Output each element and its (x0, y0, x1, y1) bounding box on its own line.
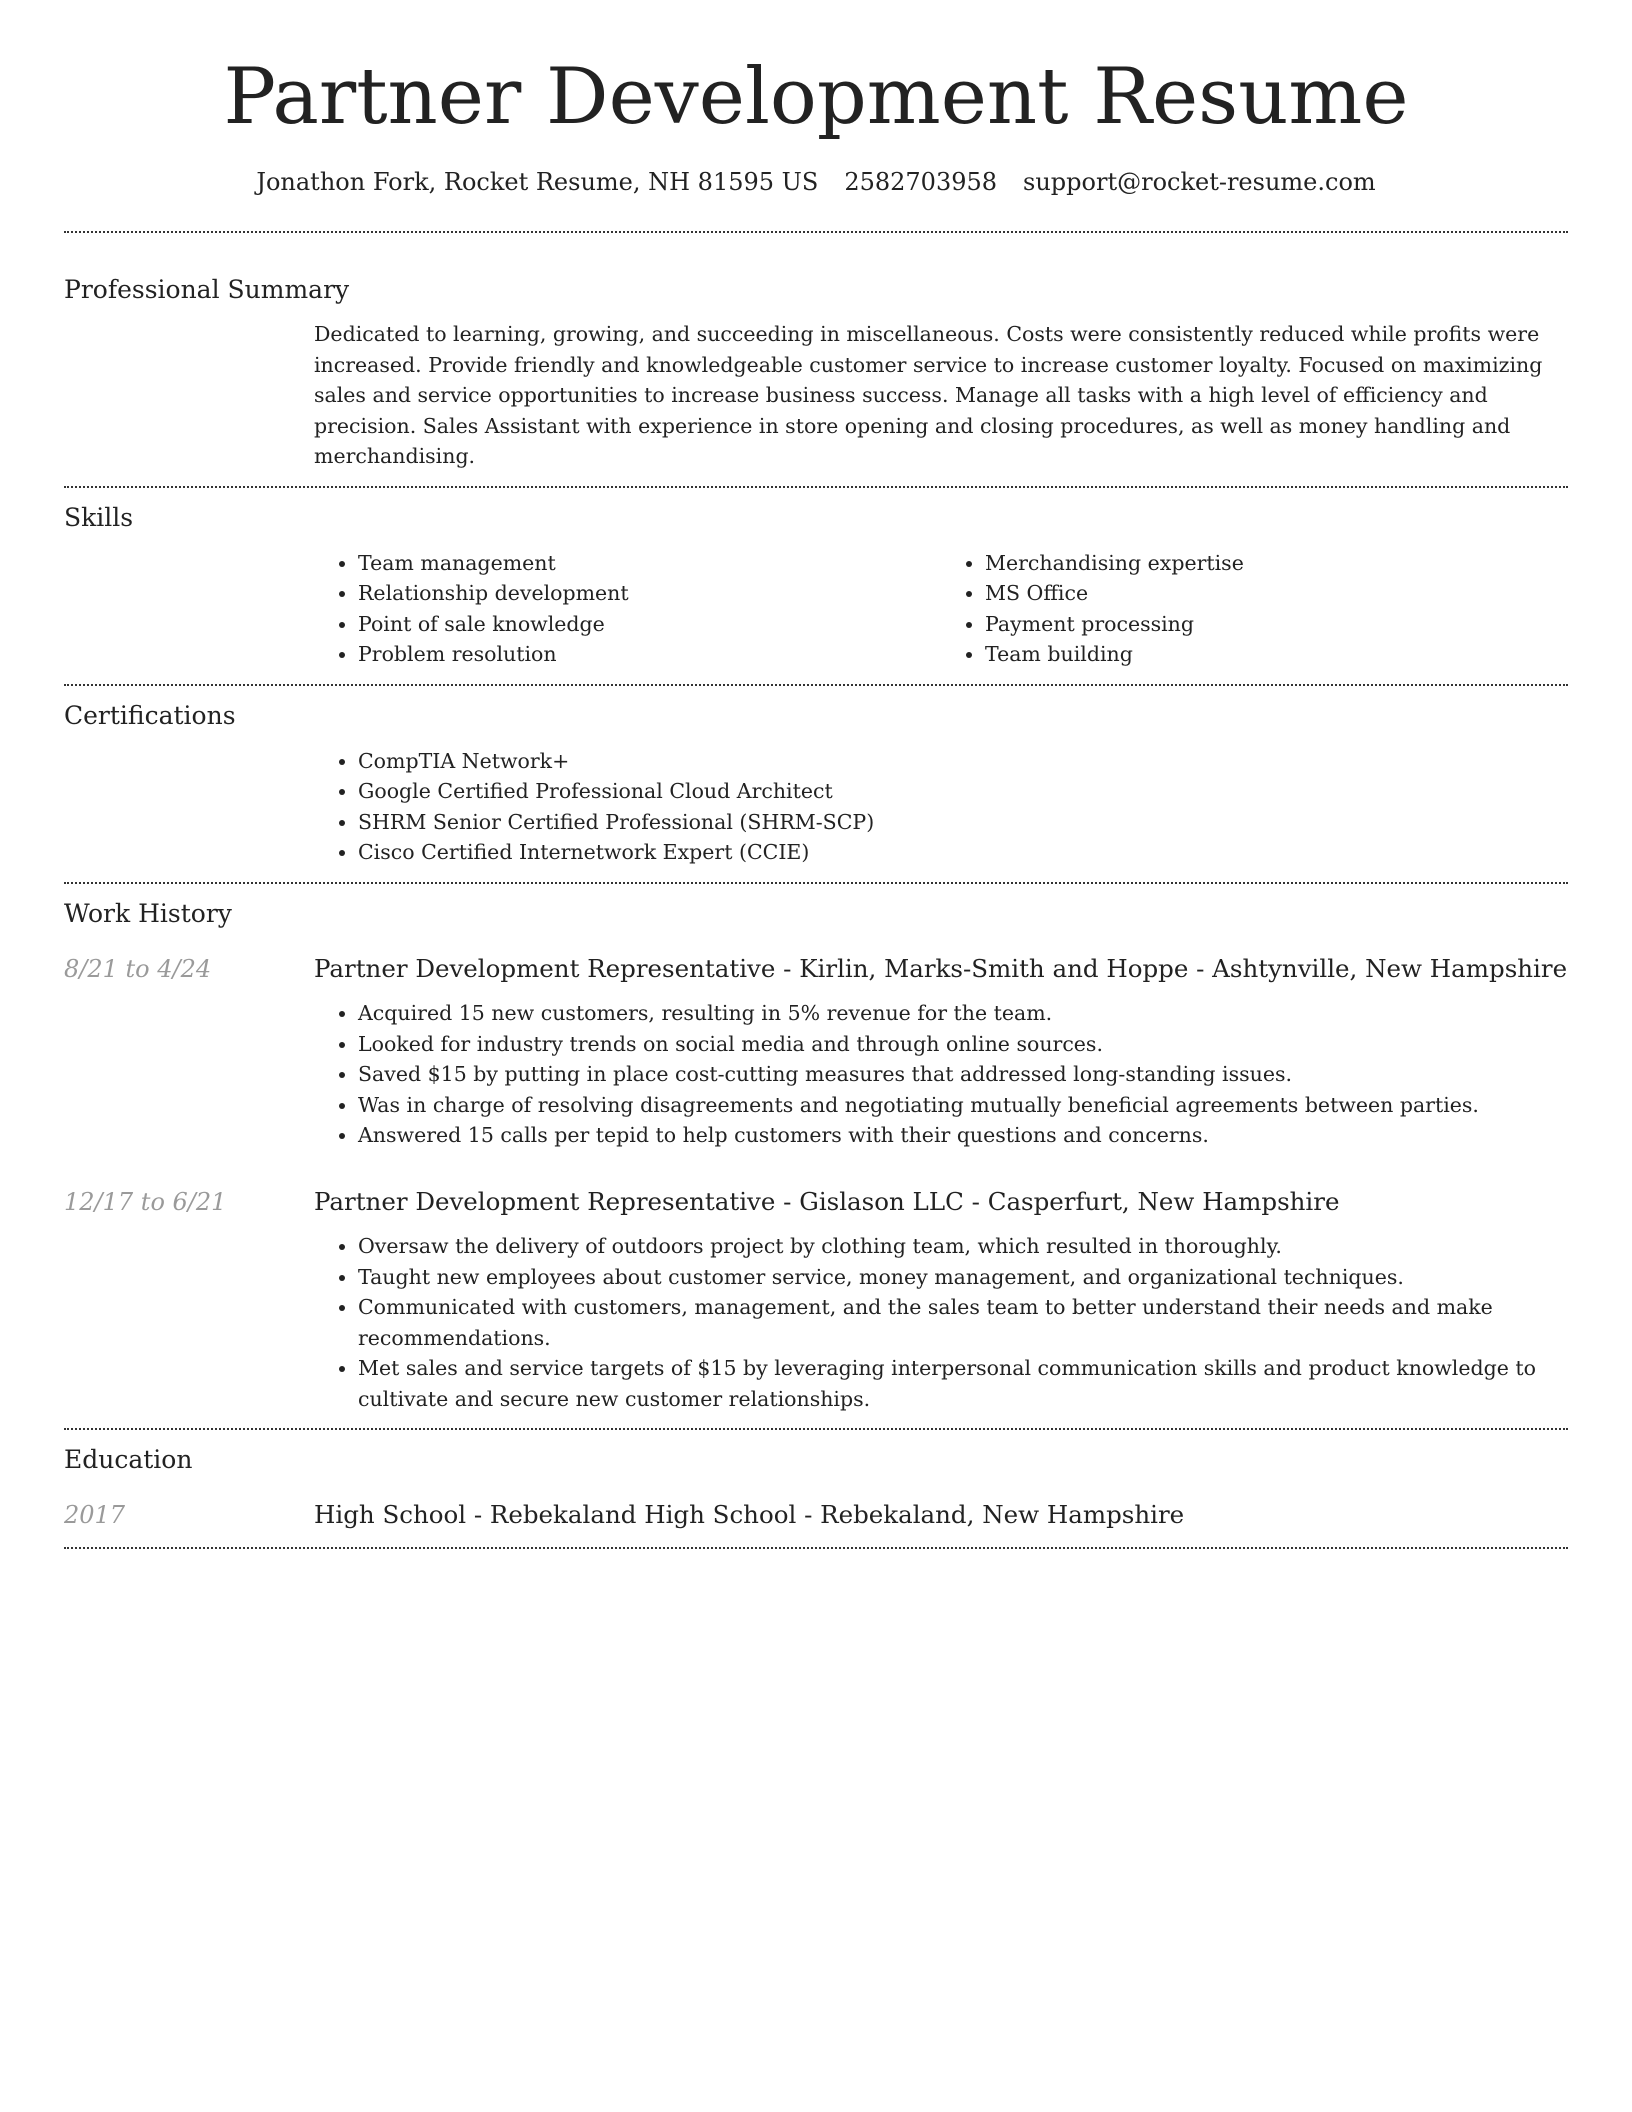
work-bullet: • Answered 15 calls per tepid to help customers with their questions and concerns. (358, 1120, 1568, 1151)
resume-header (64, 0, 1568, 194)
contact-address: Jonathon Fork, Rocket Resume, NH 81595 US (256, 168, 819, 196)
education-entry (64, 1500, 1568, 1529)
certification-item: • CompTIA Network+ (358, 746, 1568, 777)
skill-item: • Team management (358, 548, 941, 579)
skill-item: • Relationship development (358, 578, 941, 609)
divider (64, 486, 1568, 488)
education-school-location: - Rebekaland High School - Rebekaland, New Hampshire (466, 1500, 1185, 1529)
education-section (64, 1447, 1568, 1528)
divider (64, 1547, 1568, 1549)
contact-line (64, 170, 1568, 194)
divider (64, 231, 1568, 233)
work-bullets (314, 1231, 1568, 1414)
education-degree: High School (314, 1500, 467, 1529)
section-title-certifications: Certifications (64, 700, 236, 730)
work-bullet: • Looked for industry trends on social media and through online sources. (358, 1029, 1568, 1060)
work-entry (64, 953, 1568, 983)
skills-section (64, 502, 1568, 670)
work-bullet: • Met sales and service targets of $15 by leveraging interpersonal communication skills and product knowledge to cultivate and secure new customer relationships. (358, 1353, 1568, 1414)
work-bullet: • Taught new employees about customer service, money management, and organizational techniques. (358, 1262, 1568, 1293)
divider (64, 1428, 1568, 1430)
work-bullet: • Communicated with customers, management, and the sales team to better understand their needs and make recommendations. (358, 1292, 1568, 1353)
divider (64, 684, 1568, 686)
contact-email: support@rocket-resume.com (1023, 168, 1376, 196)
education-heading (314, 1500, 1185, 1529)
skill-item: • Team building (985, 639, 1568, 670)
skill-item: • Payment processing (985, 609, 1568, 640)
work-bullets (314, 998, 1568, 1151)
contact-phone: 2582703958 (844, 168, 998, 196)
work-history-section (64, 898, 1568, 1415)
certifications-section (64, 700, 1568, 868)
skills-column-left (314, 548, 941, 670)
work-role: Partner Development Representative (314, 953, 776, 983)
section-title-education: Education (64, 1445, 193, 1474)
skill-item: • Problem resolution (358, 639, 941, 670)
work-heading (314, 1186, 1340, 1216)
section-title-skills: Skills (64, 502, 134, 532)
work-company-location: - Gislason LLC - Casperfurt, New Hampshire (775, 1186, 1340, 1216)
resume-title: Partner Development Resume (223, 52, 1409, 142)
resume-page (64, 0, 1568, 1549)
work-entry (64, 1186, 1568, 1216)
summary-section (64, 277, 1568, 472)
certification-item: • SHRM Senior Certified Professional (SHRM-SCP) (358, 807, 1568, 838)
divider (64, 882, 1568, 884)
skill-item: • Point of sale knowledge (358, 609, 941, 640)
certification-item: • Cisco Certified Internetwork Expert (CCIE) (358, 837, 1568, 868)
work-bullet: • Saved $15 by putting in place cost-cutting measures that addressed long-standing issues. (358, 1059, 1568, 1090)
certification-item: • Google Certified Professional Cloud Architect (358, 776, 1568, 807)
skill-item: • MS Office (985, 578, 1568, 609)
work-dates: 12/17 to 6/21 (64, 1187, 227, 1216)
work-bullet: • Acquired 15 new customers, resulting in 5% revenue for the team. (358, 998, 1568, 1029)
skills-list (314, 548, 1568, 670)
skill-item: • Merchandising expertise (985, 548, 1568, 579)
summary-text: Dedicated to learning, growing, and succeeding in miscellaneous. Costs were consistently reduced while profits were increased. Provide friendly and knowledgeable customer service to increase customer loyalty. Focused on maximizing sales and service opportunities to increase business success. Manage all tasks with a high level of efficiency and precision. Sales Assistant with experience in store opening and closing procedures, as well as money handling and merchandising. (314, 322, 1543, 468)
certifications-list (314, 746, 1568, 868)
work-role: Partner Development Representative (314, 1186, 776, 1216)
work-company-location: - Kirlin, Marks-Smith and Hoppe - Ashtynville, New Hampshire (775, 953, 1568, 983)
work-bullet: • Was in charge of resolving disagreements and negotiating mutually beneficial agreements between parties. (358, 1090, 1568, 1121)
section-title-summary: Professional Summary (64, 275, 350, 304)
work-heading (314, 953, 1568, 983)
skills-column-right (941, 548, 1568, 670)
work-dates: 8/21 to 4/24 (64, 954, 212, 983)
work-bullet: • Oversaw the delivery of outdoors project by clothing team, which resulted in thoroughly. (358, 1231, 1568, 1262)
education-year: 2017 (64, 1501, 126, 1529)
section-title-work-history: Work History (64, 898, 232, 928)
